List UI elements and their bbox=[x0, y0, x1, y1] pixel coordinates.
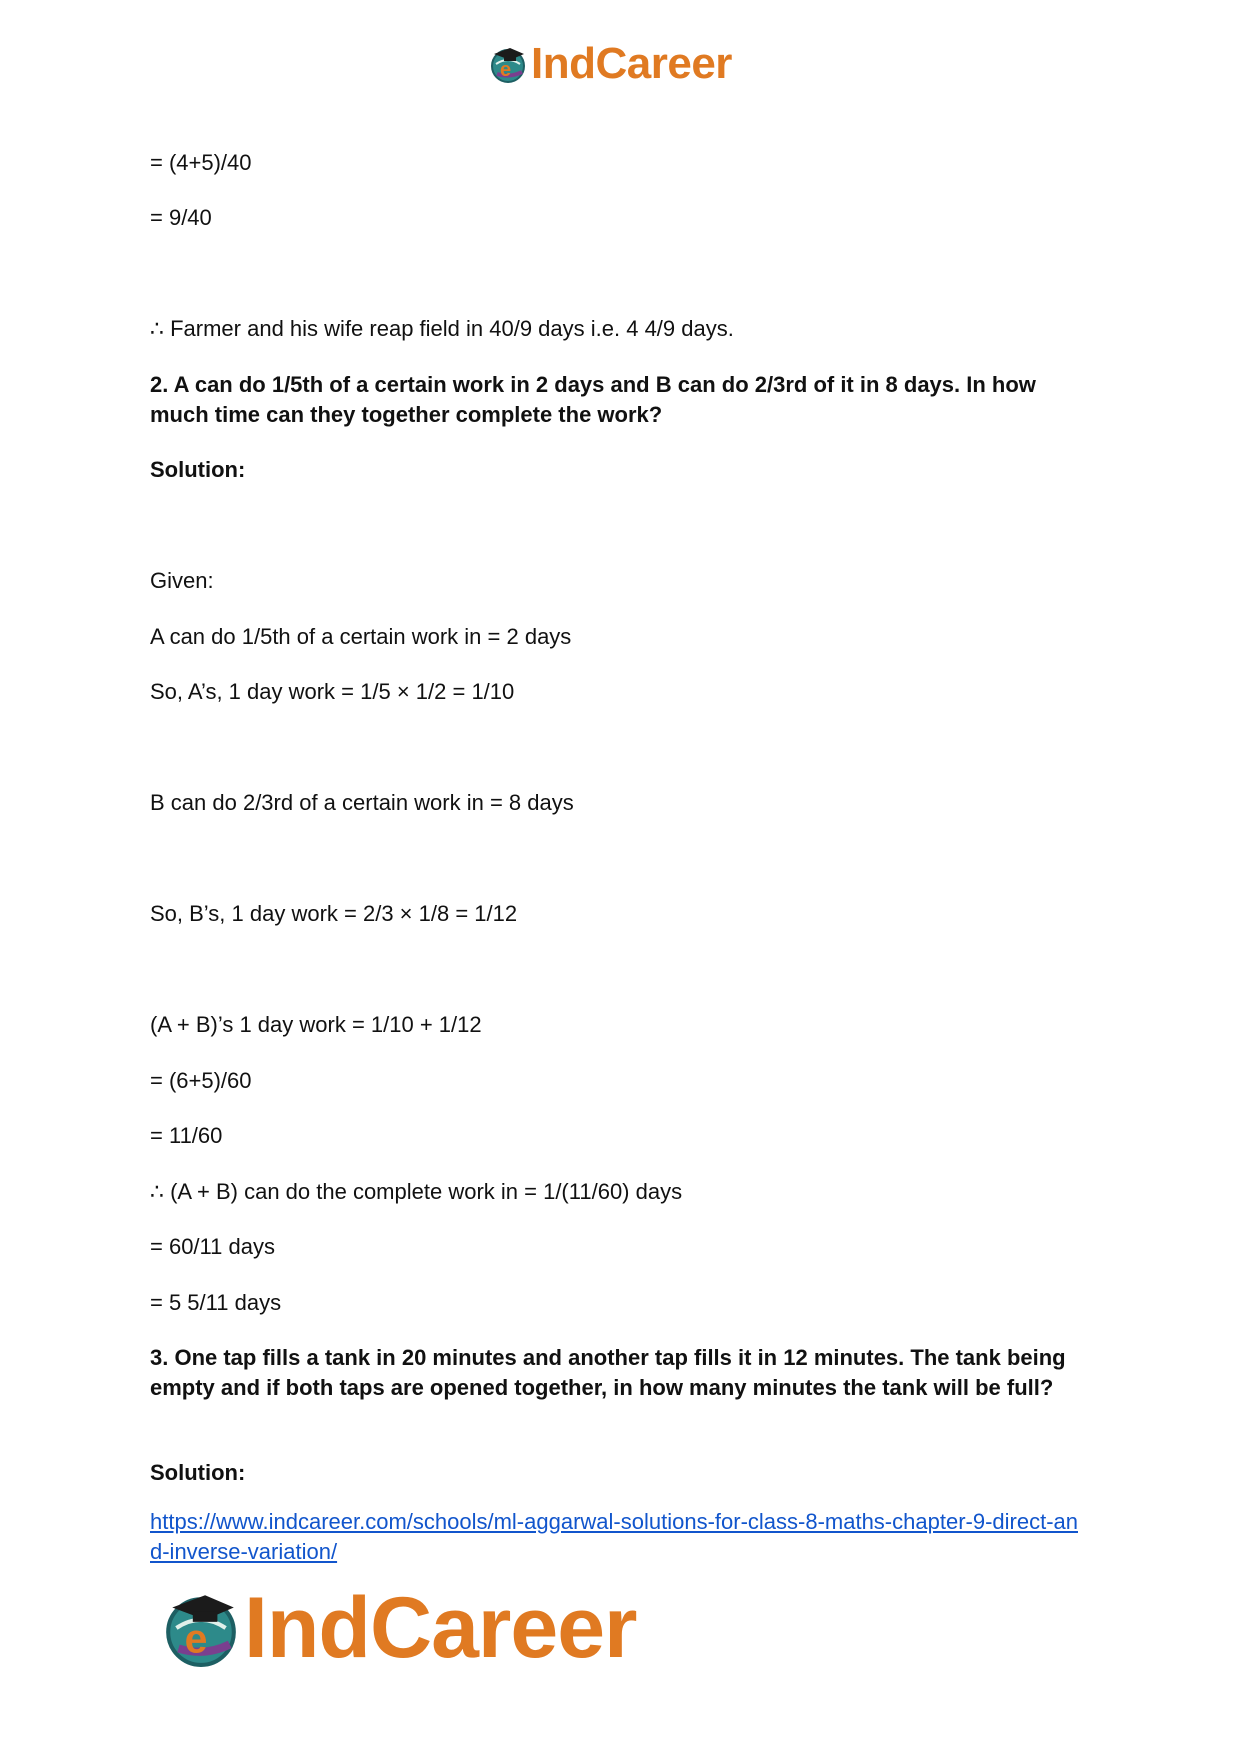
solution-line: B can do 2/3rd of a certain work in = 8 days bbox=[150, 790, 574, 815]
graduation-globe-icon bbox=[488, 44, 528, 84]
svg-text:e: e bbox=[184, 1615, 208, 1662]
equation-line: = (6+5)/60 bbox=[150, 1068, 252, 1093]
equation-line: = (4+5)/40 bbox=[150, 150, 252, 175]
conclusion-line: ∴ Farmer and his wife reap field in 40/9 days i.e. 4 4/9 days. bbox=[150, 316, 734, 341]
conclusion-line: ∴ (A + B) can do the complete work in = 1/(11/60) days bbox=[150, 1179, 683, 1204]
equation-line: = 11/60 bbox=[150, 1123, 223, 1148]
solution-line: So, B’s, 1 day work = 2/3 × 1/8 = 1/12 bbox=[150, 901, 518, 926]
solution-line: So, A’s, 1 day work = 1/5 × 1/2 = 1/10 bbox=[150, 679, 515, 704]
equation-line: = 9/40 bbox=[150, 205, 212, 230]
given-label: Given: bbox=[150, 568, 214, 593]
solution-label: Solution: bbox=[150, 1460, 246, 1485]
brand-name: IndCareer bbox=[531, 39, 732, 88]
solution-label: Solution: bbox=[150, 457, 246, 482]
question-2-heading: 2. A can do 1/5th of a certain work in 2 days and B can do 2/3rd of it in 8 days. In how much time can they together complete the work? bbox=[150, 372, 1036, 427]
equation-line: = 60/11 days bbox=[150, 1234, 275, 1259]
question-3-heading: 3. One tap fills a tank in 20 minutes and another tap fills it in 12 minutes. The tank being empty and if both taps are opened together, in how many minutes the tank will be full? bbox=[150, 1345, 1066, 1400]
solution-line: (A + B)’s 1 day work = 1/10 + 1/12 bbox=[150, 1012, 482, 1037]
solution-line: A can do 1/5th of a certain work in = 2 days bbox=[150, 624, 572, 649]
graduation-globe-icon bbox=[160, 1587, 242, 1669]
footer-logo bbox=[160, 1580, 637, 1676]
brand-name: IndCareer bbox=[244, 1580, 637, 1676]
svg-text:e: e bbox=[500, 59, 512, 81]
equation-line: = 5 5/11 days bbox=[150, 1290, 282, 1315]
header-logo bbox=[488, 39, 732, 88]
source-url-link[interactable]: https://www.indcareer.com/schools/ml-aggarwal-solutions-for-class-8-maths-chapter-9-direct-and-inverse-variation/ bbox=[150, 1509, 1078, 1564]
